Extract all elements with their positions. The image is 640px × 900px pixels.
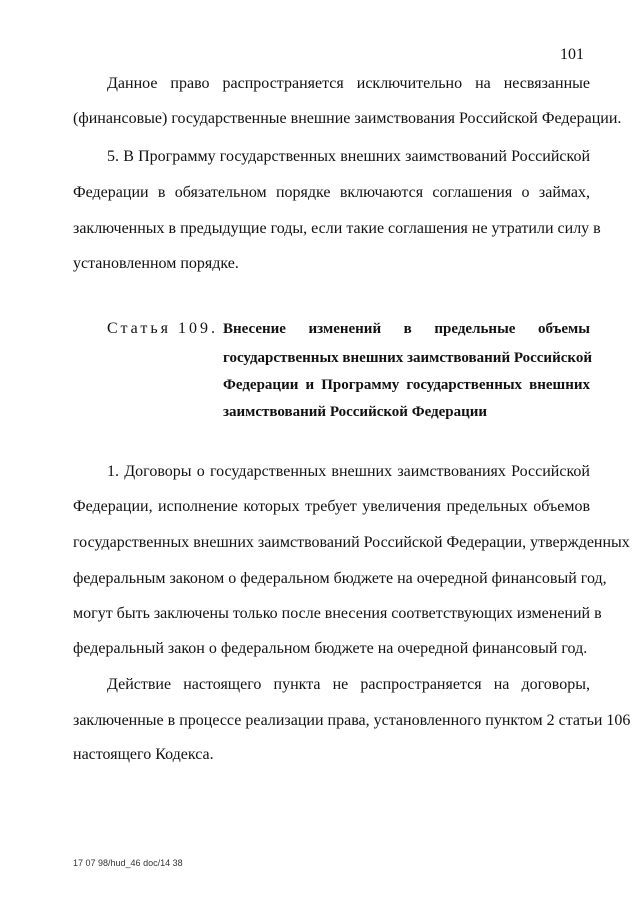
paragraph-line: установленном порядке.	[73, 255, 239, 272]
page-number: 101	[560, 46, 584, 63]
paragraph-line: федеральным законом о федеральном бюджете на очередной финансовый год,	[73, 570, 607, 587]
paragraph-line: федеральный закон о федеральном бюджете на очередной финансовый год.	[73, 640, 588, 657]
paragraph-line: заключенные в процессе реализации права, установленного пунктом 2 статьи 106	[73, 712, 631, 729]
article-title-line: заимствований Российской Федерации	[223, 404, 488, 420]
article-label: Статья 109.	[107, 320, 218, 337]
paragraph-line: Действие настоящего пункта не распространяется на договоры,	[107, 676, 590, 693]
article-title-line: государственных внешних заимствований Российской	[223, 350, 592, 366]
paragraph-line: 1. Договоры о государственных внешних заимствованиях Российской	[107, 463, 590, 480]
paragraph-line: Федерации в обязательном порядке включаются соглашения о займах,	[73, 184, 590, 201]
paragraph-line: Федерации, исполнение которых требует увеличения предельных объемов	[73, 498, 590, 515]
paragraph-line: могут быть заключены только после внесения соответствующих изменений в	[73, 605, 602, 622]
paragraph-line: государственных внешних заимствований Российской Федерации, утвержденных	[73, 534, 630, 551]
document-footer-id: 17 07 98/hud_46 doc/14 38	[73, 858, 183, 868]
article-title-line: Внесение изменений в предельные объемы	[223, 321, 590, 337]
article-title-line: Федерации и Программу государственных внешних	[223, 377, 590, 393]
paragraph-line: заключенных в предыдущие годы, если такие соглашения не утратили силу в	[73, 220, 601, 237]
paragraph-line: (финансовые) государственные внешние заимствования Российской Федерации.	[73, 110, 622, 127]
paragraph-line: настоящего Кодекса.	[73, 746, 214, 763]
paragraph-line: 5. В Программу государственных внешних заимствований Российской	[107, 148, 590, 165]
paragraph-line: Данное право распространяется исключительно на несвязанные	[107, 75, 590, 92]
